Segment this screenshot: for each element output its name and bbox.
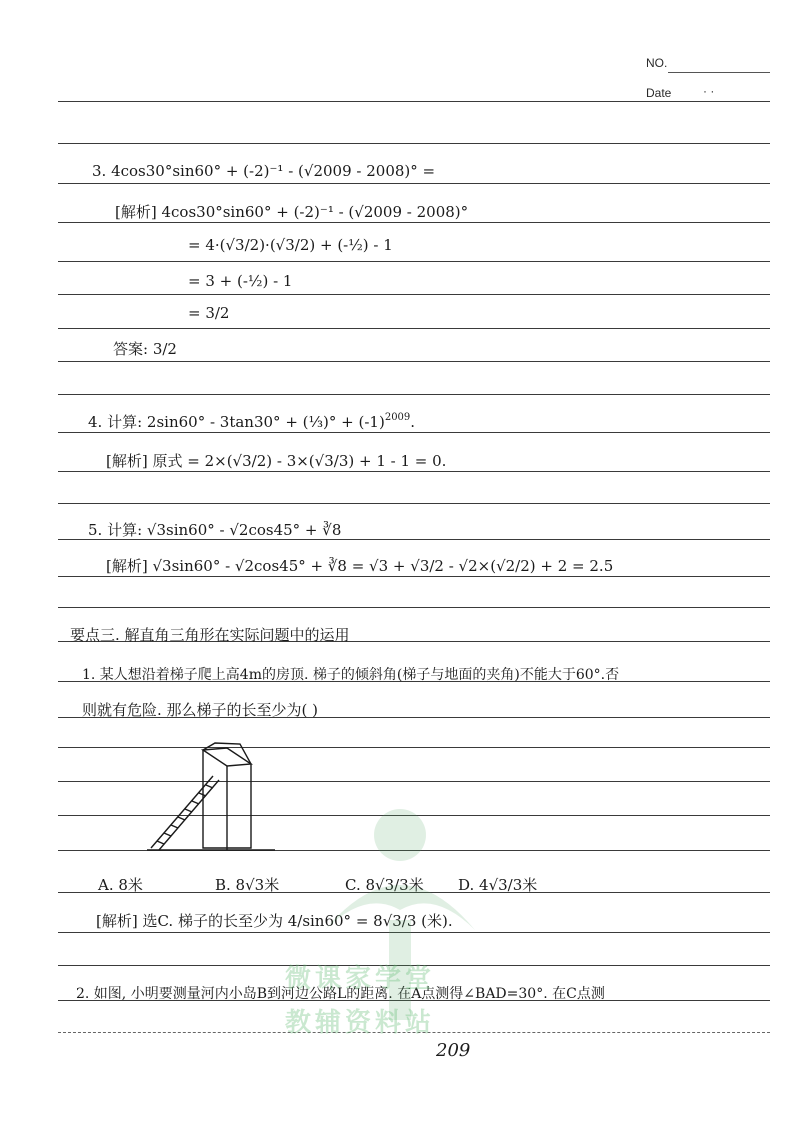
date-label: Date xyxy=(646,86,672,100)
q3-step3: = 3/2 xyxy=(188,304,230,322)
no-label: NO. xyxy=(646,56,668,70)
p2-line1: 2. 如图, 小明要测量河内小岛B到河边公路L的距离. 在A点测得∠BAD=30°. 在C点测 xyxy=(76,986,605,1002)
q3-step1: = 4·(√3/2)·(√3/2) + (-½) - 1 xyxy=(188,236,393,254)
p1-analysis: [解析] 选C. 梯子的长至少为 4/sin60° = 8√3/3 (米). xyxy=(96,912,453,930)
choice-a: A. 8米 xyxy=(98,876,143,894)
date-dots: · · xyxy=(703,84,715,98)
choice-c: C. 8√3/3米 xyxy=(345,876,424,894)
no-underline xyxy=(668,72,770,73)
page-number: 209 xyxy=(436,1040,471,1061)
q3-step2: = 3 + (-½) - 1 xyxy=(188,272,293,290)
q3-question: 3. 4cos30°sin60° + (-2)⁻¹ - (√2009 - 2008)° = xyxy=(92,162,436,180)
watermark-text-1: 微课家学堂 xyxy=(285,964,436,994)
q4-analysis: [解析] 原式 = 2×(√3/2) - 3×(√3/3) + 1 - 1 = 0. xyxy=(106,452,447,470)
watermark-logo xyxy=(285,780,515,1040)
q4-question-text: 4. 计算: 2sin60° - 3tan30° + (⅓)° + (-1) xyxy=(88,413,385,431)
q5-question: 5. 计算: √3sin60° - √2cos45° + ∛8 xyxy=(88,521,342,539)
p1-line1: 1. 某人想沿着梯子爬上高4m的房顶. 梯子的倾斜角(梯子与地面的夹角)不能大于60°.否 xyxy=(82,667,620,683)
q4-exponent: 2009 xyxy=(384,412,411,423)
q4-question xyxy=(88,411,415,432)
p1-line2: 则就有危险. 那么梯子的长至少为( ) xyxy=(82,701,319,719)
choice-b: B. 8√3米 xyxy=(215,876,280,894)
watermark-text-2: 教辅资料站 xyxy=(285,1008,436,1038)
q3-analysis: [解析] 4cos30°sin60° + (-2)⁻¹ - (√2009 - 2008)° xyxy=(115,203,469,221)
q4-question-end: . xyxy=(410,413,416,431)
ladder-building-sketch xyxy=(145,740,295,855)
q5-analysis: [解析] √3sin60° - √2cos45° + ∛8 = √3 + √3/2 - √2×(√2/2) + 2 = 2.5 xyxy=(106,557,614,575)
choice-d: D. 4√3/3米 xyxy=(458,876,538,894)
q3-answer: 答案: 3/2 xyxy=(113,340,177,358)
section-heading: 要点三. 解直角三角形在实际问题中的运用 xyxy=(70,626,350,644)
